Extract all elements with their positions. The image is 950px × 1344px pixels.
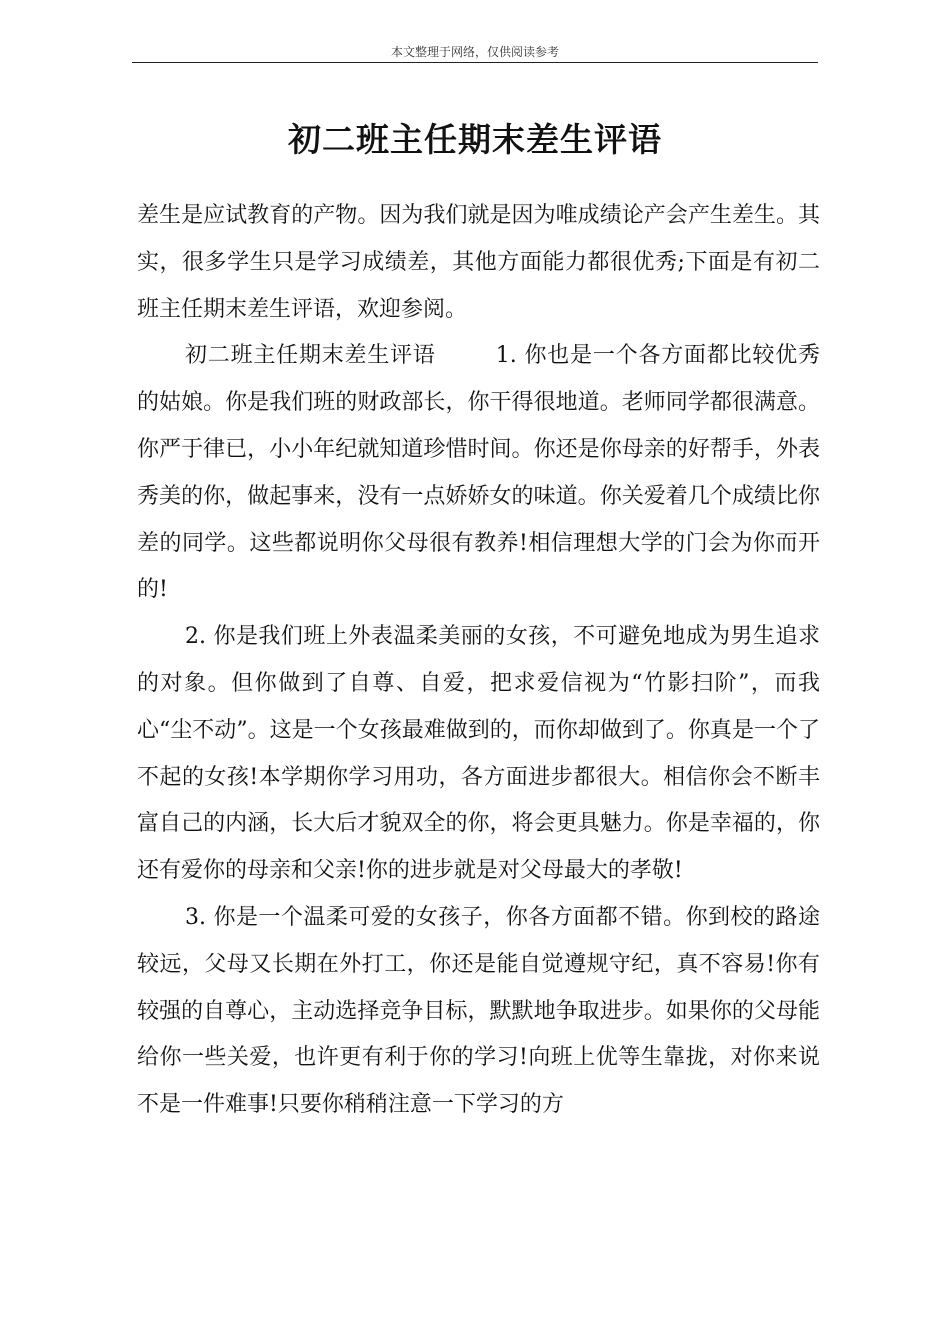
document-body — [137, 193, 820, 1129]
comment-paragraph-3: 3. 你是一个温柔可爱的女孩子，你各方面都不错。你到校的路途较远，父母又长期在外打工，你还是能自觉遵规守纪，真不容易!你有较强的自尊心，主动选择竞争目标，默默地争取进步。如果你的父母能给你一些关爱，也许更有利于你的学习!向班上优等生靠拢，对你来说不是一件难事!只要你稍稍注意一下学习的方 — [137, 904, 820, 1118]
comment-1-text: 1. 你也是一个各方面都比较优秀的姑娘。你是我们班的财政部长，你干得很地道。老师同学都很满意。你严于律已，小小年纪就知道珍惜时间。你还是你母亲的好帮手，外表秀美的你，做起事来，没有一点娇娇女的味道。你关爱着几个成绩比你差的同学。这些都说明你父母很有教养!相信理想大学的门会为你而开的! — [137, 343, 820, 603]
section-heading: 初二班主任期末差生评语 — [185, 343, 436, 369]
header-text: 本文整理于网络，仅供阅读参考 — [390, 45, 559, 59]
comment-paragraph-2: 2. 你是我们班上外表温柔美丽的女孩，不可避免地成为男生追求的对象。但你做到了自尊、自爱，把求爱信视为“竹影扫阶”，而我心“尘不动”。这是一个女孩最难做到的，而你却做到了。你真是一个了不起的女孩!本学期你学习用功，各方面进步都很大。相信你会不断丰富自己的内涵，长大后才貌双全的你，将会更具魅力。你是幸福的，你还有爱你的母亲和父亲!你的进步就是对父母最大的孝敬! — [137, 624, 820, 884]
document-title: 初二班主任期末差生评语 — [288, 120, 662, 159]
page-header — [132, 44, 818, 63]
comment-paragraph-1 — [137, 333, 820, 614]
intro-paragraph: 差生是应试教育的产物。因为我们就是因为唯成绩论产会产生差生。其实，很多学生只是学习成绩差，其他方面能力都很优秀;下面是有初二班主任期末差生评语，欢迎参阅。 — [137, 203, 820, 322]
